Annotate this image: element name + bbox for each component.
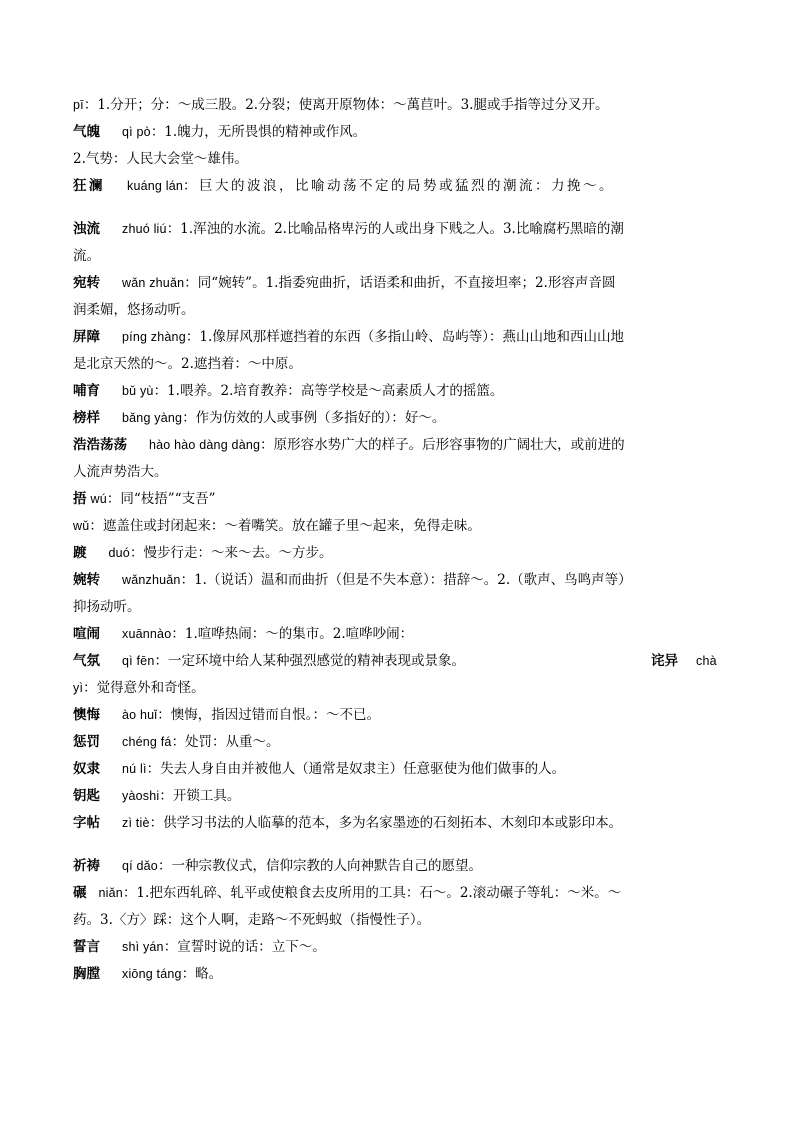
entry-pinyin: wǎnzhuǎn [122,573,181,587]
entry-line [73,621,725,648]
entry-pinyin: yàoshi [122,789,160,803]
entry-word: 狂澜 [73,178,105,194]
entry-line [73,378,725,405]
entry-definition: ：一种宗教仪式，信仰宗教的人向神默告自己的愿望。 [157,858,482,874]
entry-line [73,675,725,702]
entry-definition: ：1.把东西轧碎、轧平或使粮食去皮所用的工具：石～。2.滚动碾子等轧：～米。～ [122,885,622,901]
entry-word: 浩浩荡荡 [73,437,127,453]
entry-word: 喧闹 [73,626,100,642]
entry-definition: ：1.喧哗热闹：～的集市。2.喧哗吵闹： [171,626,414,642]
entry-word: 哺育 [73,383,100,399]
entry-definition: ：同“枝捂”“支吾” [106,491,216,507]
entry-line [73,92,725,119]
entry-word: 踱 [73,545,87,561]
entry-line [73,513,725,540]
entry-line [73,119,725,146]
entry-pinyin: pī [73,98,84,112]
entry-pinyin: wǔ [73,519,90,533]
entry-definition: ：同“婉转”。1.指委宛曲折，话语柔和曲折，不直接坦率；2.形容声音圆 [184,275,616,291]
entry-pinyin: shì yán [122,940,164,954]
entry-word: 誓言 [73,939,100,955]
entry-line [73,594,725,621]
inline-entry [651,648,717,675]
entry-pinyin: wú [90,492,107,506]
entry-definition: ：觉得意外和奇怪。 [83,680,205,696]
entry-definition: 人流声势浩大。 [73,464,168,480]
entry-line [73,810,725,837]
entry-pinyin: zhuó liú [122,222,167,236]
entry-line [73,405,725,432]
entry-definition: ：1.喂养。2.培育教养：高等学校是～高素质人才的摇篮。 [153,383,504,399]
entry-word: 气氛 [73,653,100,669]
entry-pinyin: hào hào dàng dàng [149,438,261,452]
entry-pinyin: xiōng táng [122,967,182,981]
entry-word: 碾 [73,885,87,901]
entry-line [73,729,725,756]
entry-definition: ：供学习书法的人临摹的范本，多为名家墨迹的石刻拓本、木刻印本或影印本。 [149,815,623,831]
vocabulary-list [73,92,725,988]
entry-definition: ：略。 [181,966,223,982]
entry-definition: 润柔媚，悠扬动听。 [73,302,195,318]
entry-word: 浊流 [73,221,100,237]
paragraph-gap [73,837,725,853]
entry-line [73,146,725,173]
entry-word: 字帖 [73,815,100,831]
entry-word: 屏障 [73,329,100,345]
entry-word: 胸膛 [73,966,100,982]
entry-line [73,853,725,880]
entry-word: 婉转 [73,572,100,588]
entry-definition: ：遮盖住或封闭起来：～着嘴笑。放在罐子里～起来，免得走味。 [89,518,481,534]
entry-definition: ：1.魄力，无所畏惧的精神或作风。 [150,124,367,140]
entry-pinyin: qì pò [122,125,151,139]
entry-line [73,540,725,567]
entry-word: 气魄 [73,124,100,140]
entry-definition: 是北京天然的～。2.遮挡着：～中原。 [73,356,302,372]
entry-pinyin: niǎn [98,886,123,900]
entry-definition: ：1.像屏风那样遮挡着的东西（多指山岭、岛屿等）：燕山山地和西山山地 [185,329,624,345]
entry-pinyin: zì tiè [122,816,150,830]
entry-definition: ：巨大的波浪，比喻动荡不定的局势或猛烈的潮流：力挽～。 [183,178,616,194]
entry-word: 诧异 [651,653,678,669]
entry-line [73,567,725,594]
entry-line [73,173,725,200]
entry-line [73,432,725,459]
entry-line [73,270,725,297]
entry-line [73,486,725,513]
entry-definition: 2.气势：人民大会堂～雄伟。 [73,151,248,167]
entry-line [73,648,725,675]
entry-definition: ：慢步行走：～来～去。～方步。 [129,545,333,561]
entry-definition: ：懊悔，指因过错而自恨。：～不已。 [157,707,381,723]
entry-line [73,961,725,988]
entry-pinyin: bǔ yù [122,384,154,398]
entry-pinyin: duó [108,546,130,560]
entry-line [73,297,725,324]
entry-definition: ：一定环境中给人某种强烈感觉的精神表现或景象。 [154,653,465,669]
entry-definition: ：1.（说话）温和而曲折（但是不失本意）：措辞～。2.（歌声、鸟鸣声等） [180,572,632,588]
entry-pinyin: chéng fá [122,735,172,749]
entry-line [73,324,725,351]
entry-word: 祈祷 [73,858,100,874]
entry-pinyin: yì [73,681,84,695]
entry-word: 捂 [73,491,87,507]
entry-pinyin: nú lì [122,762,147,776]
entry-definition: 抑扬动听。 [73,599,141,615]
entry-word: 懊悔 [73,707,100,723]
entry-word: 榜样 [73,410,100,426]
entry-pinyin: ào huǐ [122,708,158,722]
entry-line [73,351,725,378]
entry-definition: ：作为仿效的人或事例（多指好的）：好～。 [182,410,446,426]
entry-pinyin: xuānnào [122,627,172,641]
entry-pinyin: píng zhàng [122,330,186,344]
entry-word: 惩罚 [73,734,100,750]
entry-definition: ：原形容水势广大的样子。后形容事物的广阔壮大，或前进的 [260,437,625,453]
entry-definition: ：1.分开；分：～成三股。2.分裂；使离开原物体：～萬苣叶。3.腿或手指等过分叉开。 [83,97,609,113]
entry-word: 奴隶 [73,761,100,777]
paragraph-gap [73,200,725,216]
entry-line [73,216,725,243]
entry-line [73,934,725,961]
entry-line [73,783,725,810]
entry-pinyin: chà [696,654,717,668]
entry-definition: 药。3.〈方〉踩：这个人啊，走路～不死蚂蚁（指慢性子）。 [73,912,431,928]
entry-pinyin: bǎng yàng [122,411,183,425]
entry-definition: ：1.浑浊的水流。2.比喻品格卑污的人或出身下贱之人。3.比喻腐朽黑暗的潮 [166,221,624,237]
entry-definition: ：失去人身自由并被他人（通常是奴隶主）任意驱使为他们做事的人。 [146,761,566,777]
entry-pinyin: qì fēn [122,654,155,668]
entry-pinyin: kuáng lán [127,179,184,193]
entry-line [73,702,725,729]
entry-definition: ：处罚：从重～。 [171,734,280,750]
entry-word: 钥匙 [73,788,100,804]
entry-definition: 流。 [73,248,100,264]
entry-line [73,756,725,783]
entry-definition: ：宣誓时说的话：立下～。 [163,939,326,955]
entry-definition: ：开锁工具。 [159,788,241,804]
entry-line [73,880,725,907]
entry-line [73,459,725,486]
entry-word: 宛转 [73,275,100,291]
entry-pinyin: qí dǎo [122,859,158,873]
entry-line [73,907,725,934]
entry-line [73,243,725,270]
entry-pinyin: wǎn zhuǎn [122,276,185,290]
